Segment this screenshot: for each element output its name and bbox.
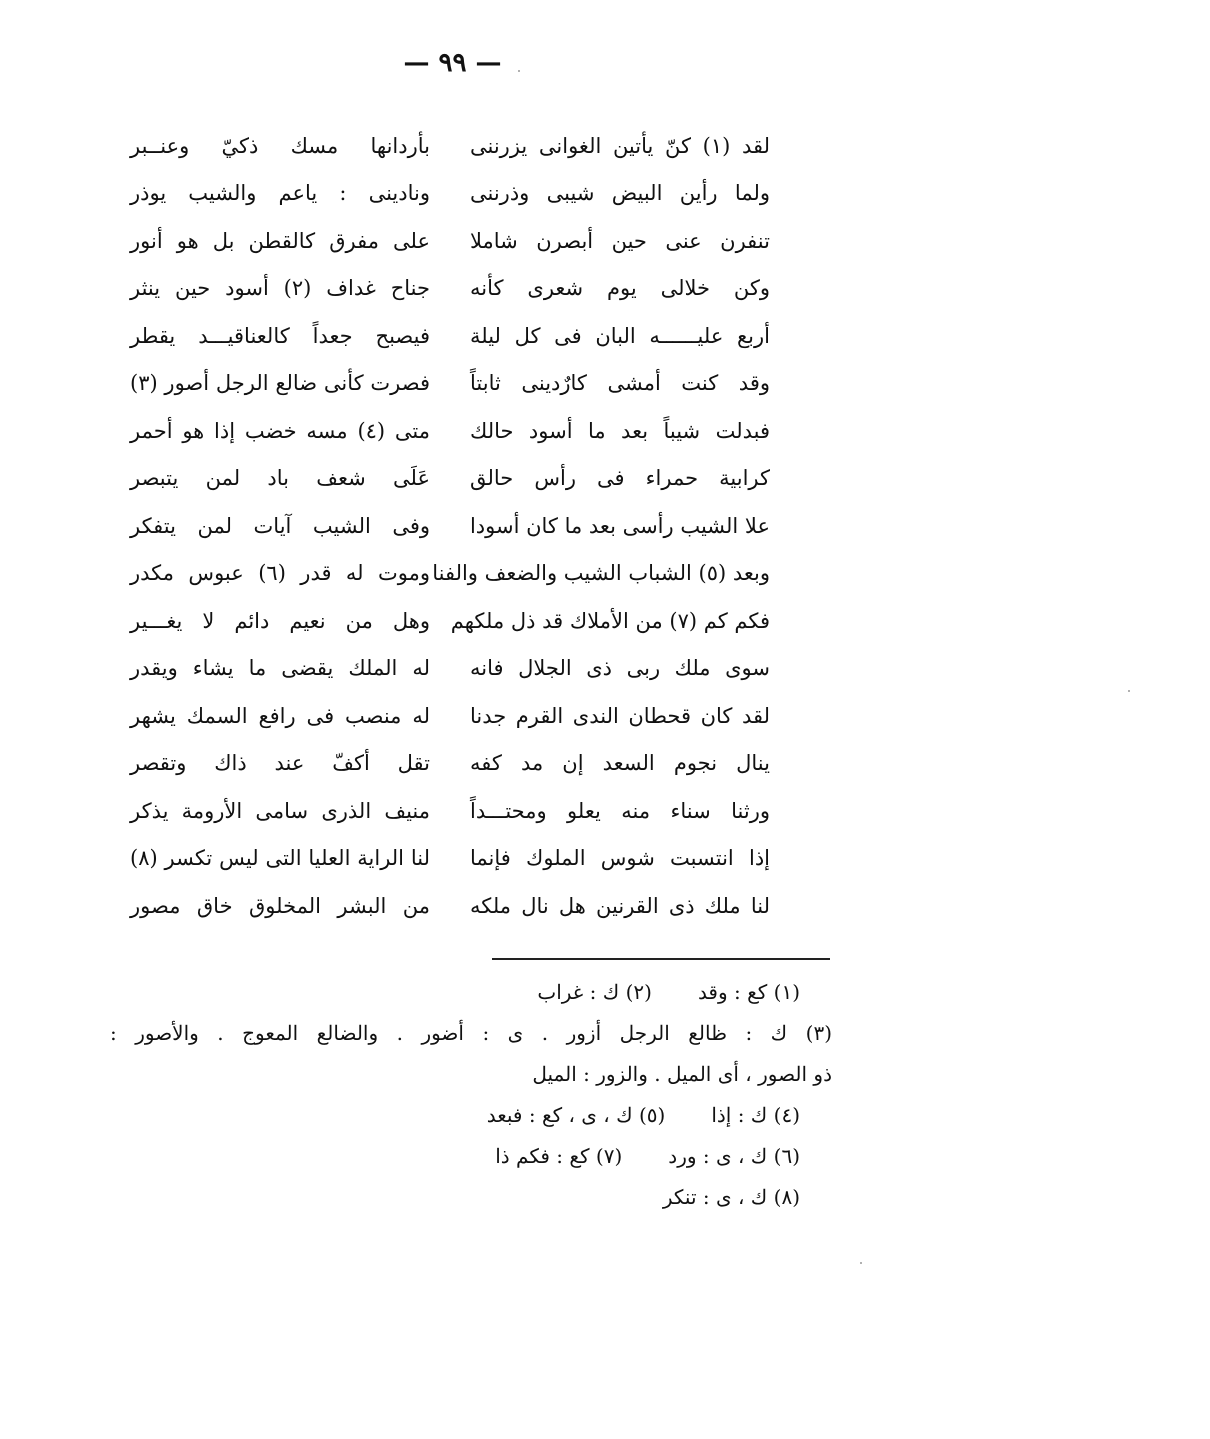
verse-line [130, 835, 770, 883]
first-hemistich: كرابية حمراء فى رأس حالق [470, 466, 770, 491]
second-hemistich: ونادينى : ياعم والشيب يوذر [130, 181, 430, 206]
verse-line [130, 550, 770, 598]
verse-line [130, 170, 770, 218]
verse-line [130, 502, 770, 550]
second-hemistich: لنا الراية العليا التى ليس تكسر (٨) [130, 846, 430, 871]
verse-line [130, 360, 770, 408]
first-hemistich: علا الشيب رأسى بعد ما كان أسودا [469, 513, 770, 538]
footnote-4: (٤) ك : إذا [711, 1103, 800, 1127]
footnotes [110, 972, 832, 1218]
footnote-6: (٦) ك ، ى : ورد [668, 1144, 800, 1168]
page-number: — ٩٩ — [403, 48, 502, 78]
second-hemistich: وهل من نعيم دائم لا يغـــير [130, 608, 430, 633]
footnote-1: (١) كع : وقد [697, 980, 800, 1004]
verse-line [130, 645, 770, 693]
footnote-7: (٧) كع : فكم ذا [495, 1144, 623, 1168]
poem [130, 122, 770, 930]
first-hemistich: فكم كم (٧) من الأملاك قد ذل ملكهم [450, 608, 770, 633]
second-hemistich: على مفرق كالقطن بل هو أنور [130, 228, 430, 253]
verse-line [130, 740, 770, 788]
footnote-8: (٨) ك ، ى : تنكر [662, 1185, 800, 1209]
second-hemistich: فصرت كأنى ضالع الرجل أصور (٣) [130, 371, 430, 396]
verse-line [130, 882, 770, 930]
second-hemistich: تقل أكفّ عند ذاك وتقصر [130, 751, 430, 776]
first-hemistich: أربع عليــــــه البان فى كل ليلة [470, 323, 770, 348]
first-hemistich: لقد كان قحطان الندى القرم جدنا [470, 703, 770, 728]
first-hemistich: وبعد (٥) الشباب الشيب والضعف والفنا [432, 561, 770, 586]
scan-speck [1128, 690, 1130, 692]
second-hemistich: جناح غداف (٢) أسود حين ينثر [130, 276, 430, 301]
first-hemistich: فبدلت شيباً بعد ما أسود حالك [470, 418, 770, 443]
first-hemistich: وكن خلالى يوم شعرى كأنه [470, 276, 770, 301]
verse-line [130, 597, 770, 645]
second-hemistich: من البشر المخلوق خاق مصور [130, 893, 430, 918]
first-hemistich: لنا ملك ذى القرنين هل نال ملكه [470, 893, 770, 918]
first-hemistich: سوى ملك ربى ذى الجلال فانه [470, 656, 770, 681]
verse-line [130, 217, 770, 265]
verse-line [130, 122, 770, 170]
first-hemistich: وقد كنت أمشى كارٌدينى ثابتاً [470, 371, 770, 396]
verse-line [130, 312, 770, 360]
footnote-3: (٣) ك : ظالع الرجل أزور . ى : أضور . والضالع المعوج . والأصور : [110, 1021, 832, 1045]
first-hemistich: ينال نجوم السعد إن مد كفه [470, 751, 770, 776]
scan-speck [518, 70, 520, 72]
first-hemistich: تنفرن عنى حين أبصرن شاملا [470, 228, 770, 253]
second-hemistich: منيف الذرى سامى الأرومة يذكر [130, 798, 430, 823]
second-hemistich: له الملك يقضى ما يشاء ويقدر [130, 656, 430, 681]
first-hemistich: إذا انتسبت شوس الملوك فإنما [470, 846, 770, 871]
verse-line [130, 787, 770, 835]
verse-line [130, 407, 770, 455]
first-hemistich: ورثنا سناء منه يعلو ومحتـــداً [470, 798, 770, 823]
first-hemistich: ولما رأين البيض شيبى وذرننى [470, 181, 770, 206]
second-hemistich: فيصبح جعداً كالعناقيـــد يقطر [130, 323, 430, 348]
verse-line [130, 692, 770, 740]
second-hemistich: وموت له قدر (٦) عبوس مكدر [130, 561, 431, 586]
footnote-3-continued: ذو الصور ، أى الميل . والزور : الميل [532, 1062, 832, 1086]
scan-speck [860, 1262, 862, 1264]
second-hemistich: متى (٤) مسه خضب إذا هو أحمر [130, 418, 430, 443]
footnote-5: (٥) ك ، ى ، كع : فبعد [486, 1103, 666, 1127]
footnote-2: (٢) ك : غراب [537, 980, 652, 1004]
footnote-line [110, 1095, 800, 1136]
footnote-divider [492, 958, 830, 960]
footnote-line [110, 1136, 800, 1177]
second-hemistich: بأردانها مسك ذكيّ وعنــبر [130, 133, 430, 158]
verse-line [130, 265, 770, 313]
second-hemistich: وفى الشيب آيات لمن يتفكر [130, 513, 430, 538]
second-hemistich: له منصب فى رافع السمك يشهر [130, 703, 430, 728]
second-hemistich: عَلَى شعف باد لمن يتبصر [130, 466, 430, 491]
first-hemistich: لقد (١) كنّ يأتين الغوانى يزرننى [470, 133, 770, 158]
footnote-line [110, 972, 800, 1013]
verse-line [130, 455, 770, 503]
